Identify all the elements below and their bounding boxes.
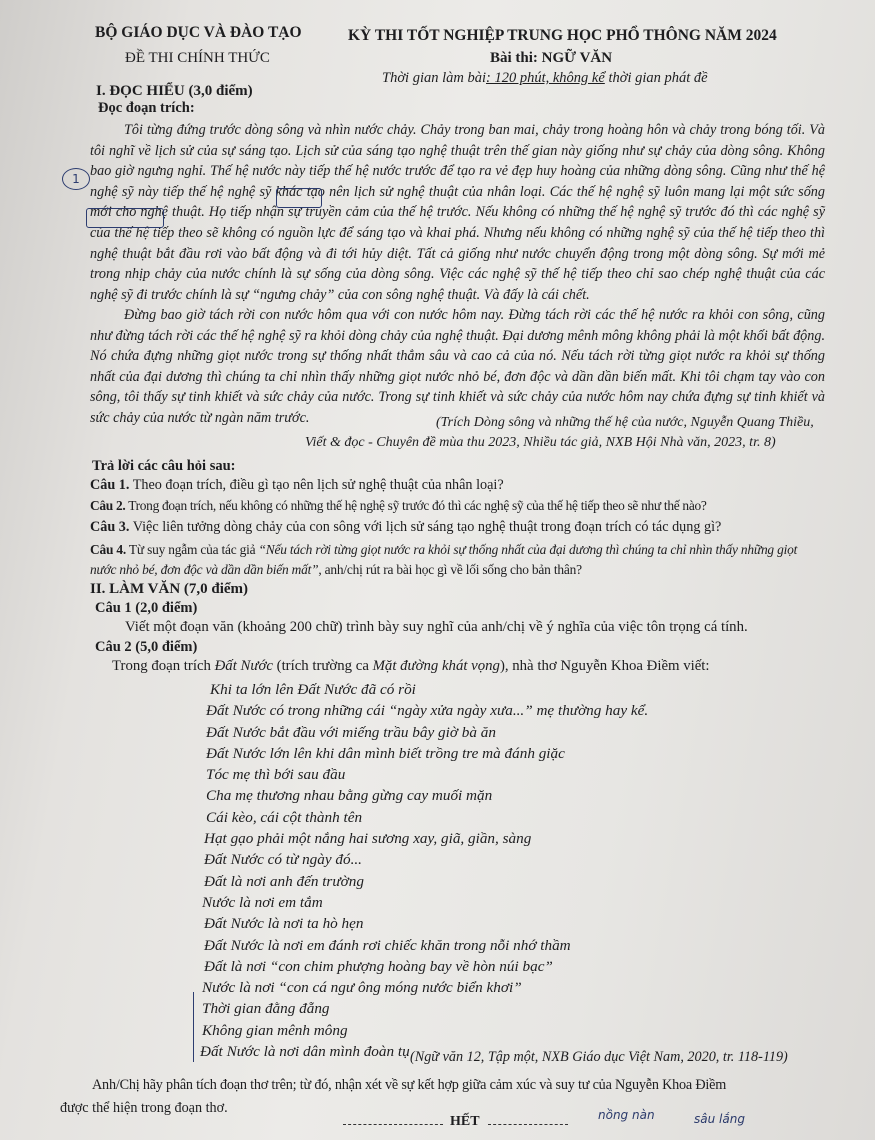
essay-2-task-cont: được thể hiện trong đoạn thơ.: [60, 1100, 228, 1116]
end-rule-left: [343, 1124, 443, 1125]
exam-title: KỲ THI TỐT NGHIỆP TRUNG HỌC PHỔ THÔNG NĂM 2024: [348, 27, 777, 44]
handwritten-bracket: [193, 992, 202, 1062]
end-rule-right: [488, 1124, 568, 1125]
passage-paragraph-1: Tôi từng đứng trước dòng sông và nhìn nước chảy. Chảy trong ban mai, chảy trong hoàng hôn và chảy trong bóng tối. Và tôi nghĩ về lịch sử của sự sáng tạo. Lịch sử của sáng tạo nghệ thuật trên thế gian này giống như sự chảy của dòng sông. Không bao giờ ngưng nghỉ. Thế hệ nước này tiếp thế hệ nước trước để tạo ra vẻ đẹp huy hoàng của những dòng sông. Cũng như thế hệ nghệ sỹ này tiếp thế hệ nghệ sỹ khác tạo nên lịch sử nghệ thuật của nhân loại. Các thế hệ nghệ sỹ luôn mang lại một sức sống mới cho nghệ thuật. Họ tiếp nhận sự truyền cảm của thế hệ trước. Nếu không có những thế hệ nghệ sỹ trước đó thì các nghệ sỹ của thế hệ tiếp theo sẽ không có nguồn lực để sáng tạo và khai phá. Nhưng nếu không có những nghệ sỹ của thế hệ tiếp theo thì nghệ thuật bắt đầu rơi vào bất động và đi tới hủy diệt. Tất cả giống như nước chuyển động trong một dòng sông. Sự mới mẻ trong nhịp chảy của nước chính là sự sống của dòng sông. Việc các nghệ sỹ thế hệ tiếp theo chỉ sao chép nghệ thuật của các nghệ sỹ đi trước chính là sự “ngưng chảy” của con sông nghệ thuật. Và đấy là cái chết.: [90, 122, 825, 303]
part1-title: I. ĐỌC HIỂU (3,0 điểm): [96, 83, 253, 99]
poem-line: Cha mẹ thương nhau bằng gừng cay muối mặn: [206, 787, 493, 805]
essay-2-task: Anh/Chị hãy phân tích đoạn thơ trên; từ đó, nhận xét về sự kết hợp giữa cảm xúc và suy tư của Nguyễn Khoa Điềm: [92, 1077, 727, 1093]
answer-prompt: Trả lời các câu hỏi sau:: [92, 458, 236, 474]
passage-paragraph-2: Đừng bao giờ tách rời con nước hôm qua với con nước hôm nay. Đừng tách rời các thế hệ nước ra khỏi con sông, cũng như đừng tách rời các thế hệ nghệ sỹ ra khỏi dòng chảy của nghệ thuật. Đại dương mênh mông không phải là một khối bất động. Nó chứa đựng những giọt nước trong sự thống nhất thẳm sâu và cao cả của nó. Nếu tách rời từng giọt nước ra khỏi sự thống nhất của đại dương thì chúng ta chỉ nhìn thấy những giọt nước nhỏ bé, đơn độc và dần dần biến mất. Khi tôi chạm tay vào con sông, tôi thấy sự tinh khiết và sức chảy của nước. Trong sự tinh khiết và sức chảy của nước hôm nay chứa đựng sự tinh khiết và sức chảy của nước từ ngàn năm trước.: [90, 307, 825, 426]
question-3: Câu 3. Việc liên tưởng dòng chảy của con sông với lịch sử sáng tạo nghệ thuật trong đoạn trích có tác dụng gì?: [90, 519, 722, 535]
end-mark: HẾT: [450, 1114, 480, 1129]
handwritten-box: [276, 188, 322, 208]
poem-line: Đất Nước lớn lên khi dân mình biết trồng tre mà đánh giặc: [206, 744, 565, 762]
part2-title: II. LÀM VĂN (7,0 điểm): [90, 581, 249, 597]
poem-line: Đất Nước bắt đầu với miếng trầu bây giờ bà ăn: [206, 723, 496, 741]
essay-1-label: Câu 1 (2,0 điểm): [95, 600, 198, 616]
essay-1-prompt: Viết một đoạn văn (khoảng 200 chữ) trình bày suy nghĩ của anh/chị về ý nghĩa của việc tôn trọng cá tính.: [125, 619, 748, 635]
poem-line: Nước là nơi “con cá ngư ông móng nước biển khơi”: [202, 979, 522, 997]
poem-line: Không gian mênh mông: [202, 1021, 348, 1039]
poem-line: Đất Nước là nơi dân mình đoàn tụ: [200, 1043, 410, 1061]
poem-line: Đất Nước có trong những cái “ngày xửa ngày xưa...” mẹ thường hay kể.: [206, 702, 649, 720]
essay-2-prompt: Trong đoạn trích Đất Nước (trích trường ca Mặt đường khát vọng), nhà thơ Nguyễn Khoa Điềm viết:: [112, 658, 710, 674]
poem-line: Nước là nơi em tắm: [202, 893, 323, 911]
handwritten-note-2: sâu lắng: [694, 1112, 745, 1126]
passage-source-1: (Trích Dòng sông và những thế hệ của nước, Nguyễn Quang Thiều,: [436, 415, 814, 430]
part1-intro: Đọc đoạn trích:: [98, 100, 195, 116]
poem-line: Tóc mẹ thì bới sau đầu: [206, 766, 346, 784]
passage-source-2: Viết & đọc - Chuyên đề mùa thu 2023, Nhiều tác giả, NXB Hội Nhà văn, 2023, tr. 8): [305, 435, 776, 450]
poem-line: Đất Nước là nơi em đánh rơi chiếc khăn trong nỗi nhớ thầm: [204, 936, 571, 954]
handwritten-circle-number: 1: [62, 168, 90, 190]
exam-subject: Bài thi: NGỮ VĂN: [490, 50, 613, 66]
poem-line: Đất Nước là nơi ta hò hẹn: [204, 915, 364, 933]
poem-line: Đất là nơi “con chim phượng hoàng bay về hòn núi bạc”: [204, 957, 553, 975]
poem: [200, 679, 648, 1062]
poem-line: Cái kèo, cái cột thành tên: [206, 808, 363, 826]
poem-line: Khi ta lớn lên Đất Nước đã có rồi: [210, 681, 416, 698]
ministry-name: BỘ GIÁO DỤC VÀ ĐÀO TẠO: [95, 24, 302, 41]
poem-line: Đất là nơi anh đến trường: [204, 872, 364, 890]
poem-line: Hạt gạo phải một nắng hai sương xay, giã, giần, sàng: [204, 830, 532, 848]
handwritten-note-1: nồng nàn: [598, 1108, 655, 1122]
poem-source: (Ngữ văn 12, Tập một, NXB Giáo dục Việt Nam, 2020, tr. 118-119): [410, 1049, 788, 1065]
official-label: ĐỀ THI CHÍNH THỨC: [125, 50, 270, 66]
question-1: Câu 1. Theo đoạn trích, điều gì tạo nên lịch sử nghệ thuật của nhân loại?: [90, 477, 504, 493]
poem-line: Thời gian đằng đẵng: [202, 1000, 330, 1018]
question-4: Câu 4. Từ suy ngẫm của tác giả “Nếu tách rời từng giọt nước ra khỏi sự thống nhất của đại dương thì chúng ta chỉ nhìn thấy những giọt nước nhỏ bé, đơn độc và dần dần biến mất”, anh/chị rút ra bài học gì về lối sống cho bản thân?: [90, 542, 798, 577]
question-2: Câu 2. Trong đoạn trích, nếu không có những thế hệ nghệ sỹ trước đó thì các nghệ sỹ của thế hệ tiếp theo sẽ như thế nào?: [90, 498, 707, 513]
essay-2-label: Câu 2 (5,0 điểm): [95, 639, 198, 655]
poem-line: Đất Nước có từ ngày đó...: [204, 851, 362, 869]
exam-time: Thời gian làm bài: 120 phút, không kể thời gian phát đề: [382, 70, 708, 86]
handwritten-box: [86, 208, 164, 228]
